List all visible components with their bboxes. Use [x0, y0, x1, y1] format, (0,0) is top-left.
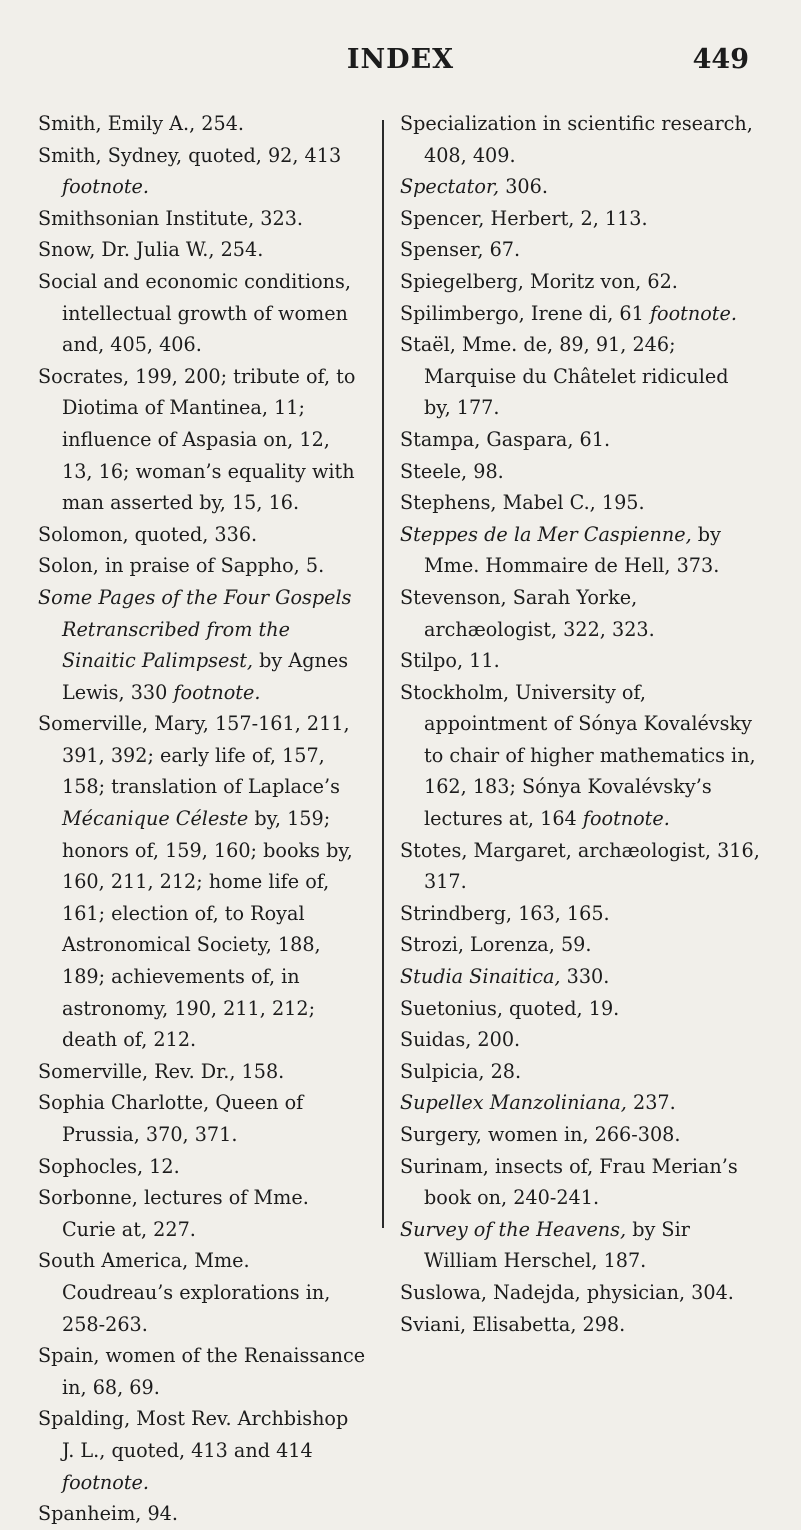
index-entry-segment: Studia Sinaitica,: [400, 965, 561, 989]
index-entry: [38, 361, 366, 519]
index-entry-segment: Mécanique Céleste: [62, 807, 249, 831]
index-entry-segment: Staël, Mme. de, 89, 91, 246; Marquise du Châtelet ridiculed by, 177.: [400, 333, 729, 420]
index-entry-segment: footnote.: [582, 807, 670, 831]
index-entry-segment: by, 159; honors of, 159, 160; books by, 160, 211, 212; home life of, 161; election of, to Royal Astronomical Society, 188, 189; achievements of, in astronomy, 190, 211, 212; death of, 212.: [62, 807, 353, 1052]
index-entry-segment: Steele, 98.: [400, 459, 504, 483]
index-entry-segment: Sorbonne, lectures of Mme. Curie at, 227.: [38, 1186, 309, 1241]
index-entry: [400, 1024, 760, 1056]
index-entry: [400, 298, 760, 330]
index-entry-segment: Stevenson, Sarah Yorke, archæologist, 322, 323.: [400, 585, 655, 641]
index-entry: [400, 677, 760, 835]
index-entry-segment: Solon, in praise of Sappho, 5.: [38, 554, 325, 578]
index-entry-segment: Suetonius, quoted, 19.: [400, 996, 620, 1020]
index-entry: [38, 203, 366, 235]
index-entry: [38, 1498, 366, 1530]
index-entry-segment: Sviani, Elisabetta, 298.: [400, 1312, 626, 1336]
index-entry-segment: by Sir William Herschel, 187.: [424, 1217, 690, 1273]
index-entry-segment: Specialization in scientific research, 408, 409.: [400, 112, 753, 167]
index-entry-segment: Somerville, Mary, 157-161, 211, 391, 392; early life of, 157, 158; translation of Laplace’s: [38, 712, 350, 799]
index-entry-segment: Smith, Sydney, quoted, 92, 413: [38, 143, 342, 167]
index-entry-segment: footnote.: [173, 680, 261, 704]
index-entry-segment: 330.: [560, 965, 610, 989]
index-entry: [400, 203, 760, 235]
index-entry-segment: Social and economic conditions, intellectual growth of women and, 405, 406.: [38, 269, 351, 357]
index-entry: [38, 519, 366, 551]
index-entry: [38, 582, 366, 708]
index-entry: [400, 929, 760, 961]
index-entry-segment: Suidas, 200.: [400, 1028, 521, 1052]
index-entry-segment: Snow, Dr. Julia W., 254.: [38, 238, 264, 262]
index-entry: [400, 1056, 760, 1088]
index-entry: [400, 1151, 760, 1214]
index-entry: [38, 1340, 366, 1403]
index-entry-segment: Stockholm, University of, appointment of Sónya Kovalévsky to chair of higher mathematics in, 162, 183; Sónya Kovalévsky’s lectures at, 164: [400, 680, 756, 831]
index-entry: [38, 266, 366, 361]
index-entry-segment: Spenser, 67.: [400, 238, 521, 262]
index-entry-segment: Sulpicia, 28.: [400, 1059, 522, 1083]
index-entry: [400, 234, 760, 266]
index-entry-segment: 306.: [499, 175, 548, 199]
index-entry: [400, 898, 760, 930]
index-entry: [38, 1245, 366, 1340]
index-entry: [400, 1087, 760, 1119]
index-entry: [38, 1056, 366, 1088]
index-entry-segment: by Agnes Lewis, 330: [62, 649, 349, 704]
index-entry: [400, 582, 760, 645]
index-entry-segment: Stilpo, 11.: [400, 649, 500, 673]
index-entry-segment: footnote.: [62, 175, 149, 199]
index-entry: [400, 1214, 760, 1277]
index-entry-segment: Surinam, insects of, Frau Merian’s book on, 240-241.: [400, 1154, 738, 1210]
index-entry: [38, 140, 366, 203]
index-entry-segment: Spectator,: [400, 175, 500, 199]
column-divider: [382, 120, 384, 1228]
index-entry-segment: Sophia Charlotte, Queen of Prussia, 370, 371.: [38, 1091, 304, 1146]
index-entry: [38, 108, 366, 140]
index-entry-segment: Socrates, 199, 200; tribute of, to Diotima of Mantinea, 11; influence of Aspasia on, 12, 13, 16; woman’s equality with man asserted by, 15, 16.: [38, 364, 356, 515]
page-number: 449: [692, 44, 749, 75]
index-entry: [38, 1087, 366, 1150]
index-entry: [400, 329, 760, 424]
page-header-title: INDEX: [346, 44, 455, 75]
index-entry-segment: Spilimbergo, Irene di, 61: [400, 301, 650, 325]
index-entry-segment: Solomon, quoted, 336.: [38, 522, 258, 546]
index-entry-segment: footnote.: [649, 301, 737, 325]
index-entry-segment: Spalding, Most Rev. Archbishop J. L., quoted, 413 and 414: [38, 1407, 349, 1462]
index-entry-segment: Some Pages of the Four Gospels Retranscribed from the Sinaitic Palimpsest,: [38, 585, 352, 673]
index-entry-segment: by Mme. Hommaire de Hell, 373.: [424, 522, 721, 578]
index-entry: [400, 266, 760, 298]
index-entry: [38, 708, 366, 1056]
index-entry-segment: Stephens, Mabel C., 195.: [400, 491, 645, 515]
index-entry: [400, 1119, 760, 1151]
index-entry-segment: 237.: [626, 1091, 676, 1115]
index-entry: [400, 487, 760, 519]
index-entry: [400, 424, 760, 456]
index-entry-segment: Somerville, Rev. Dr., 158.: [38, 1059, 285, 1083]
index-entry-segment: Smithsonian Institute, 323.: [38, 206, 304, 230]
index-column-left: [38, 108, 366, 1530]
index-entry-segment: Spencer, Herbert, 2, 113.: [400, 206, 648, 230]
index-entry-segment: South America, Mme. Coudreau’s explorations in, 258-263.: [38, 1249, 331, 1336]
index-column-right: [400, 108, 760, 1340]
index-entry-segment: footnote.: [62, 1470, 149, 1494]
index-entry: [400, 993, 760, 1025]
index-entry-segment: Steppes de la Mer Caspienne,: [400, 522, 692, 546]
index-entry-segment: Stampa, Gaspara, 61.: [400, 427, 611, 451]
index-entry: [38, 1403, 366, 1498]
index-entry-segment: Surgery, women in, 266-308.: [400, 1123, 681, 1146]
index-entry: [400, 171, 760, 203]
index-entry: [400, 1277, 760, 1309]
index-entry-segment: Stotes, Margaret, archæologist, 316, 317.: [400, 838, 760, 894]
index-entry: [400, 456, 760, 488]
index-entry: [400, 835, 760, 898]
index-entry: [400, 961, 760, 993]
index-entry-segment: Spanheim, 94.: [38, 1502, 178, 1526]
index-entry: [38, 550, 366, 582]
index-entry: [38, 234, 366, 266]
index-entry-segment: Spain, women of the Renaissance in, 68, 69.: [38, 1344, 366, 1399]
index-entry: [38, 1151, 366, 1183]
index-entry-segment: Supellex Manzoliniana,: [400, 1091, 627, 1115]
index-entry-segment: Strindberg, 163, 165.: [400, 901, 610, 925]
index-entry: [400, 645, 760, 677]
index-entry: [38, 1182, 366, 1245]
index-entry-segment: Strozi, Lorenza, 59.: [400, 933, 592, 957]
index-entry: [400, 108, 760, 171]
index-entry-segment: Spiegelberg, Moritz von, 62.: [400, 269, 678, 293]
index-entry-segment: Smith, Emily A., 254.: [38, 112, 245, 135]
index-entry-segment: Sophocles, 12.: [38, 1154, 180, 1178]
index-entry-segment: Suslowa, Nadejda, physician, 304.: [400, 1280, 734, 1304]
index-entry: [400, 1309, 760, 1341]
index-entry: [400, 519, 760, 582]
index-entry-segment: Survey of the Heavens,: [400, 1217, 627, 1241]
